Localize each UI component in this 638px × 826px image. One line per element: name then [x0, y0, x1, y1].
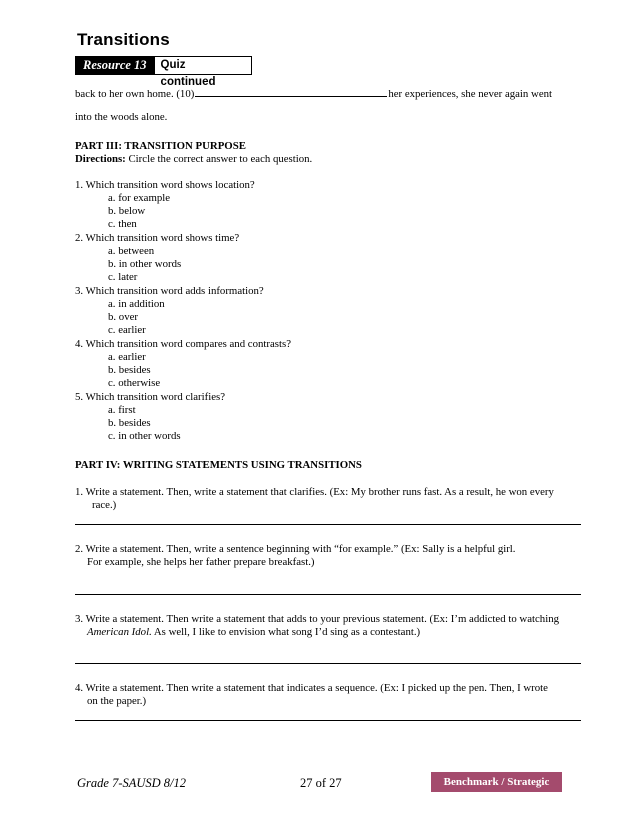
statement-3-line-2-rest: As well, I like to envision what song I’d sing as a contestant.)	[151, 626, 421, 638]
resource-tag: Resource 13	[75, 56, 155, 75]
part3-directions	[75, 153, 312, 167]
question-3-option-b[interactable]: b. over	[108, 311, 138, 323]
footer-level-badge: Benchmark / Strategic	[431, 772, 562, 792]
part4-heading: PART IV: WRITING STATEMENTS USING TRANSITIONS	[75, 459, 362, 471]
statement-3-answer-line[interactable]	[75, 663, 581, 664]
question-1: 1. Which transition word shows location?	[75, 179, 255, 191]
question-4-option-a[interactable]: a. earlier	[108, 351, 146, 363]
intro-line-2: into the woods alone.	[75, 111, 168, 123]
question-5-option-c[interactable]: c. in other words	[108, 430, 181, 442]
question-1-option-b[interactable]: b. below	[108, 205, 146, 217]
question-4: 4. Which transition word compares and contrasts?	[75, 338, 291, 350]
page-title: Transitions	[77, 30, 170, 49]
statement-2-line-1: 2. Write a statement. Then, write a sentence beginning with “for example.” (Ex: Sally is a helpful girl.	[75, 543, 516, 555]
resource-header	[75, 56, 252, 88]
footer-page-number: 27 of 27	[300, 776, 342, 790]
answer-blank-10[interactable]	[195, 86, 387, 97]
show-title: American Idol.	[87, 626, 152, 638]
question-1-option-c[interactable]: c. then	[108, 218, 137, 230]
intro-line-1	[75, 86, 552, 102]
question-5: 5. Which transition word clarifies?	[75, 391, 226, 403]
question-5-option-a[interactable]: a. first	[108, 404, 136, 416]
statement-3-line-1: 3. Write a statement. Then write a statement that adds to your previous statement. (Ex: I’m addicted to watching	[75, 613, 559, 625]
statement-2-answer-line[interactable]	[75, 594, 581, 595]
statement-4-line-1: 4. Write a statement. Then write a statement that indicates a sequence. (Ex: I picked up the pen. Then, I wrote	[75, 682, 548, 694]
quiz-continued-label: Quiz continued	[155, 56, 252, 75]
statement-1-answer-line[interactable]	[75, 524, 581, 525]
part3-heading: PART III: TRANSITION PURPOSE	[75, 140, 246, 152]
question-1-option-a[interactable]: a. for example	[108, 192, 171, 204]
intro-text-after: her experiences, she never again went	[388, 88, 553, 100]
statement-3-line-2	[87, 626, 420, 640]
question-2: 2. Which transition word shows time?	[75, 232, 240, 244]
question-2-option-c[interactable]: c. later	[108, 271, 138, 283]
statement-1-line-2: race.)	[92, 499, 117, 511]
question-5-option-b[interactable]: b. besides	[108, 417, 151, 429]
statement-4-answer-line[interactable]	[75, 720, 581, 721]
question-3-option-c[interactable]: c. earlier	[108, 324, 146, 336]
question-2-option-a[interactable]: a. between	[108, 245, 155, 257]
question-2-option-b[interactable]: b. in other words	[108, 258, 182, 270]
statement-1-line-1: 1. Write a statement. Then, write a statement that clarifies. (Ex: My brother runs fast. As a result, he won every	[75, 486, 554, 498]
statement-2-line-2: For example, she helps her father prepare breakfast.)	[87, 556, 315, 568]
directions-text: Circle the correct answer to each question.	[125, 153, 313, 165]
question-4-option-c[interactable]: c. otherwise	[108, 377, 161, 389]
question-3-option-a[interactable]: a. in addition	[108, 298, 165, 310]
footer-grade-label: Grade 7-SAUSD 8/12	[77, 776, 187, 790]
question-3: 3. Which transition word adds information?	[75, 285, 264, 297]
directions-label: Directions:	[75, 153, 126, 165]
intro-text-before: back to her own home. (10)	[75, 88, 195, 100]
statement-4-line-2: on the paper.)	[87, 695, 147, 707]
question-4-option-b[interactable]: b. besides	[108, 364, 151, 376]
